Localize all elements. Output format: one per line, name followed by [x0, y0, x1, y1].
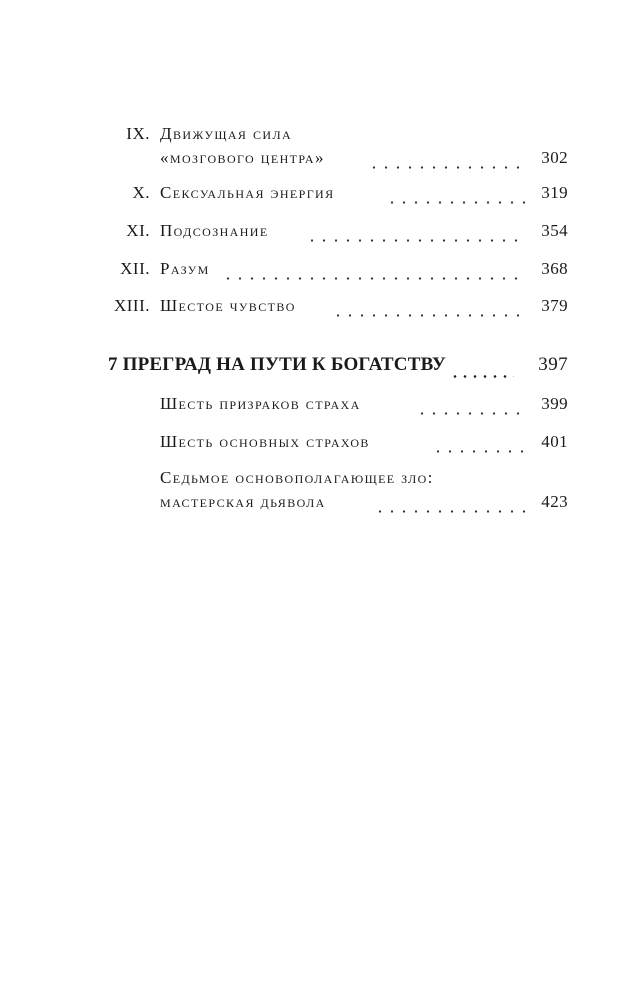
dot-leader: [416, 412, 526, 415]
chapter-number: X.: [132, 183, 150, 202]
chapter-number: XII.: [120, 259, 150, 278]
toc-section-heading[interactable]: [0, 352, 633, 382]
toc-subentry-3-line2[interactable]: [0, 490, 633, 518]
chapter-title: Разум: [160, 259, 210, 278]
dot-leader: [374, 510, 526, 513]
chapter-number: IX.: [126, 124, 150, 143]
subentry-title-line2: мастерская дьявола: [160, 492, 326, 511]
subentry-title: Шесть призраков страха: [160, 394, 361, 413]
dot-leader: [386, 201, 526, 204]
dot-leader: [432, 450, 526, 453]
page-number: 302: [541, 148, 568, 167]
toc-subentry-2[interactable]: [0, 430, 633, 458]
section-page-number: 397: [538, 354, 568, 375]
page-number: 401: [541, 432, 568, 451]
toc-entry-xii[interactable]: [0, 257, 633, 285]
toc-entry-ix-line2[interactable]: [0, 146, 633, 174]
toc-entry-x[interactable]: [0, 181, 633, 209]
page-number: 368: [541, 259, 568, 278]
toc-entry-xiii[interactable]: [0, 294, 633, 322]
dot-leader: [306, 239, 526, 242]
page-number: 423: [541, 492, 568, 511]
dot-leader: [222, 277, 526, 280]
page-number: 399: [541, 394, 568, 413]
section-title: 7 ПРЕГРАД НА ПУТИ К БОГАТСТВУ: [108, 354, 447, 375]
chapter-title: Подсознание: [160, 221, 269, 240]
dot-leader: [450, 375, 514, 378]
chapter-title-line1: Движущая сила: [160, 124, 293, 143]
page-number: 319: [541, 183, 568, 202]
dot-leader: [368, 166, 526, 169]
dot-leader: [332, 314, 526, 317]
chapter-title: Шестое чувство: [160, 296, 296, 315]
subentry-title-line1: Седьмое основополагающее зло:: [160, 468, 434, 487]
chapter-number: XI.: [126, 221, 150, 240]
toc-entry-xi[interactable]: [0, 219, 633, 247]
chapter-title: Сексуальная энергия: [160, 183, 335, 202]
chapter-number: XIII.: [113, 296, 150, 315]
chapter-title-line2: «мозгового центра»: [160, 148, 325, 167]
subentry-title: Шесть основных страхов: [160, 432, 370, 451]
toc-subentry-1[interactable]: [0, 392, 633, 420]
page-number: 354: [541, 221, 568, 240]
page-number: 379: [541, 296, 568, 315]
